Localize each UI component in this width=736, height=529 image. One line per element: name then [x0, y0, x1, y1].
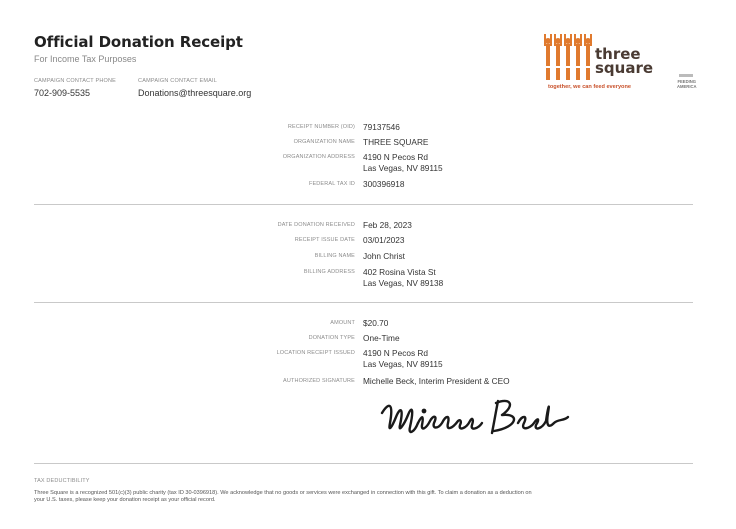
tax-deductibility-footer	[34, 478, 694, 504]
date-received-label: DATE DONATION RECEIVED	[277, 222, 355, 228]
billing-address-label: BILLING ADDRESS	[303, 269, 355, 275]
tax-id-row	[0, 179, 736, 191]
issue-date-value: 03/01/2023	[363, 235, 405, 245]
donation-type-row	[0, 333, 736, 345]
org-address-label: ORGANIZATION ADDRESS	[282, 154, 355, 160]
date-received-value: Feb 28, 2023	[363, 220, 412, 230]
signature-name: Michelle Beck, Interim President & CEO	[363, 376, 510, 386]
signature-label: AUTHORIZED SIGNATURE	[283, 378, 355, 384]
billing-address-line1: 402 Rosina Vista St	[363, 267, 436, 277]
receipt-number-label: RECEIPT NUMBER (OID)	[287, 124, 355, 130]
donation-type-label: DONATION TYPE	[308, 335, 355, 341]
footer-label: TAX DEDUCTIBILITY	[34, 478, 90, 484]
location-line1: 4190 N Pecos Rd	[363, 348, 429, 358]
logo-tagline: together, we can feed everyone	[548, 84, 632, 90]
amount-value: $20.70	[363, 318, 389, 328]
billing-name-row	[0, 251, 736, 263]
location-line2: Las Vegas, NV 89115	[363, 359, 443, 369]
contact-email-label: CAMPAIGN CONTACT EMAIL	[138, 78, 217, 84]
page-title: Official Donation Receipt	[34, 33, 243, 51]
campaign-contacts	[34, 78, 273, 98]
feeding-america-logo: FEEDING AMERICA	[677, 79, 697, 89]
people-icon	[542, 30, 594, 82]
receipt-header	[34, 33, 243, 64]
billing-name-value: John Christ	[363, 251, 405, 261]
signature-row	[0, 376, 736, 388]
org-name-value: THREE SQUARE	[363, 137, 429, 147]
page-subtitle: For Income Tax Purposes	[34, 54, 137, 64]
tax-id-label: FEDERAL TAX ID	[308, 181, 355, 187]
receipt-number-value: 79137546	[363, 122, 400, 132]
footer-text-line2: your U.S. taxes, please keep your donation receipt as your official record.	[34, 497, 216, 503]
amount-row	[0, 318, 736, 330]
org-name-row	[0, 137, 736, 149]
contact-email-block	[138, 78, 251, 98]
amount-label: AMOUNT	[330, 320, 355, 326]
billing-address-line2: Las Vegas, NV 89138	[363, 278, 444, 288]
section-divider-3	[34, 463, 693, 464]
contact-email-value[interactable]: Donations@threesquare.org	[138, 88, 252, 98]
footer-text	[34, 490, 694, 504]
contact-phone-label: CAMPAIGN CONTACT PHONE	[34, 78, 117, 84]
org-address-row	[0, 152, 736, 173]
org-address-line1: 4190 N Pecos Rd	[363, 152, 429, 162]
section-divider-2	[34, 302, 693, 303]
billing-name-label: BILLING NAME	[314, 253, 355, 259]
location-row	[0, 348, 736, 369]
logo-word-square: square	[595, 59, 654, 77]
footer-text-line1: Three Square is a recognized 501(c)(3) public charity (tax ID 30-0396918). We acknowledge that no goods or services were exchanged in connection with this gift. To claim a donation as a deduction on	[34, 490, 532, 496]
tax-id-value: 300396918	[363, 179, 405, 189]
section-divider-1	[34, 204, 693, 205]
handwritten-signature	[378, 393, 578, 448]
logo-word-three: three	[595, 45, 641, 63]
billing-address-row	[0, 267, 736, 288]
contact-phone-block	[34, 78, 116, 98]
issue-date-label: RECEIPT ISSUE DATE	[294, 237, 355, 243]
location-label: LOCATION RECEIPT ISSUED	[276, 350, 355, 356]
org-address-line2: Las Vegas, NV 89115	[363, 163, 443, 173]
contact-phone-value[interactable]: 702-909-5535	[34, 88, 91, 98]
feeding-america-mark	[679, 74, 693, 77]
issue-date-row	[0, 235, 736, 247]
donation-type-value: One-Time	[363, 333, 400, 343]
receipt-number-row	[0, 122, 736, 134]
date-received-row	[0, 220, 736, 232]
org-name-label: ORGANIZATION NAME	[293, 139, 355, 145]
signature-image	[378, 393, 578, 443]
three-square-logo	[542, 30, 696, 94]
